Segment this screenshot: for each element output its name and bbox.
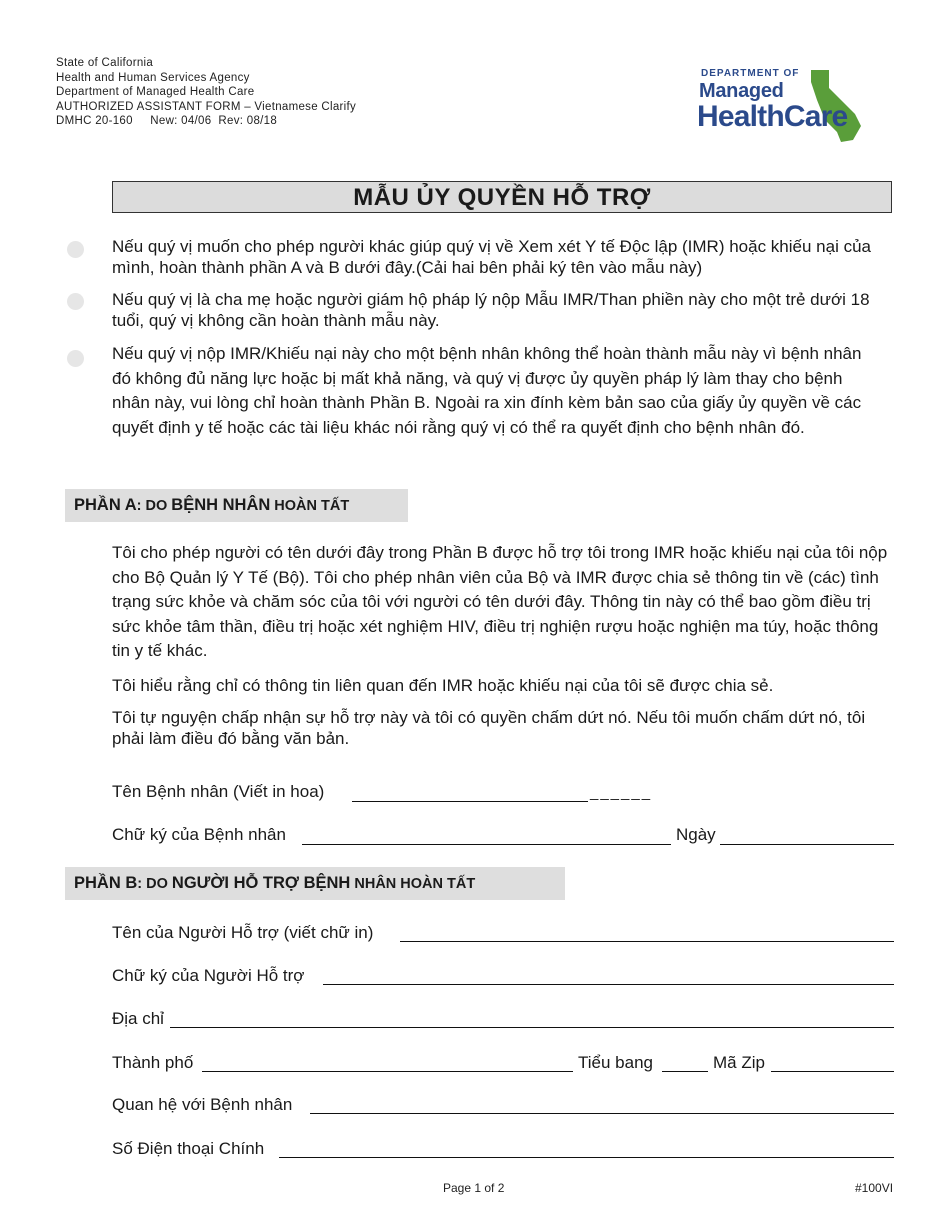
header-line: DMHC 20-160 New: 04/06 Rev: 08/18 [56,115,278,127]
city-field[interactable] [202,1071,573,1072]
intro-paragraph: Nếu quý vị muốn cho phép người khác giúp quý vị về Xem xét Y tế Độc lập (IMR) hoặc khiếu nại của mình, hoàn thành phần A và B dưới đây.(Cải hai bên phải ký tên vào mẫu này) [112,237,871,277]
intro-paragraph: Nếu quý vị nộp IMR/Khiếu nại này cho một bệnh nhân không thể hoàn thành mẫu này vì bệnh nhân đó không đủ năng lực hoặc bị mất khả năng, và quý vị được ủy quyền pháp lý làm thay cho bệnh nhân này, vui lòng chỉ hoàn thành Phần B. Ngoài ra xin đính kèm bản sao của giấy ủy quyền về các quyết định y tế hoặc các tài liệu khác nói rằng quý vị có thể ra quyết định cho bệnh nhân đó. [112,344,862,437]
bullet-icon [67,350,84,367]
state-field[interactable] [662,1071,708,1072]
logo-line-1: DEPARTMENT OF [701,68,800,79]
part-a-termination-paragraph: Tôi tự nguyện chấp nhận sự hỗ trợ này và tôi có quyền chấm dứt nó. Nếu tôi muốn chấm dứt nó, tôi phải làm điều đó bằng văn bản. [112,708,866,748]
header-line: Department of Managed Health Care [56,86,255,98]
address-label: Địa chỉ [112,1009,164,1028]
patient-name-field[interactable] [352,801,588,802]
part-a-heading: PHẦN A: DO BỆNH NHÂN HOÀN TẤT [65,489,408,522]
date-label: Ngày [676,825,716,844]
part-a-consent-paragraph: Tôi cho phép người có tên dưới đây trong Phần B được hỗ trợ tôi trong IMR hoặc khiếu nại của tôi nộp cho Bộ Quản lý Y Tế (Bộ). Tôi cho phép nhân viên của Bộ và IMR được chia sẻ thông tin về (các) tình trạng sức khỏe và chăm sóc của tôi với người có tên dưới đây. Thông tin này có thể bao gồm điều trị sức khỏe tâm thần, điều trị hoặc xét nghiệm HIV, điều trị nghiện rượu hoặc nghiện ma túy, hoặc thông tin y tế khác. [112,543,888,660]
header-line: AUTHORIZED ASSISTANT FORM – Vietnamese Clarify [56,100,357,113]
phone-label: Số Điện thoại Chính [112,1139,265,1158]
relationship-field[interactable] [310,1113,894,1114]
dmhc-logo [697,68,897,142]
patient-signature-field[interactable] [302,844,671,845]
assistant-signature-label: Chữ ký của Người Hỗ trợ [112,966,305,985]
logo-line-3: HealthCare [697,100,848,133]
city-label: Thành phố [112,1053,194,1072]
patient-signature-label: Chữ ký của Bệnh nhân [112,825,286,844]
phone-field[interactable] [279,1157,894,1158]
agency-header [56,56,356,129]
patient-name-label: Tên Bệnh nhân (Viết in hoa) [112,782,325,801]
form-code: #100VI [855,1181,894,1195]
relationship-label: Quan hệ với Bệnh nhân [112,1095,293,1114]
form-title: MẪU ỦY QUYỀN HỖ TRỢ [112,181,892,213]
address-field[interactable] [170,1027,894,1028]
assistant-signature-field[interactable] [323,984,894,985]
zip-label: Mã Zip [713,1053,765,1072]
zip-field[interactable] [771,1071,894,1072]
intro-paragraph: Nếu quý vị là cha mẹ hoặc người giám hộ pháp lý nộp Mẫu IMR/Than phiền này cho một trẻ dưới 18 tuổi, quý vị không cần hoàn thành mẫu này. [112,290,870,330]
part-b-heading: PHẦN B: DO NGƯỜI HỖ TRỢ BỆNH NHÂN HOÀN TẤT [65,867,565,900]
state-label: Tiểu bang [578,1053,653,1072]
header-line: State of California [56,57,154,69]
part-a-info-paragraph: Tôi hiểu rằng chỉ có thông tin liên quan đến IMR hoặc khiếu nại của tôi sẽ được chia sẻ. [112,676,774,695]
logo-line-2: Managed [699,80,784,102]
date-field[interactable] [720,844,894,845]
bullet-icon [67,293,84,310]
header-line: Health and Human Services Agency [56,71,250,84]
assistant-name-label: Tên của Người Hỗ trợ (viết chữ in) [112,923,374,942]
patient-name-field-dashes: ______ [590,784,653,801]
assistant-name-field[interactable] [400,941,894,942]
bullet-icon [67,241,84,258]
page-number: Page 1 of 2 [443,1181,505,1195]
